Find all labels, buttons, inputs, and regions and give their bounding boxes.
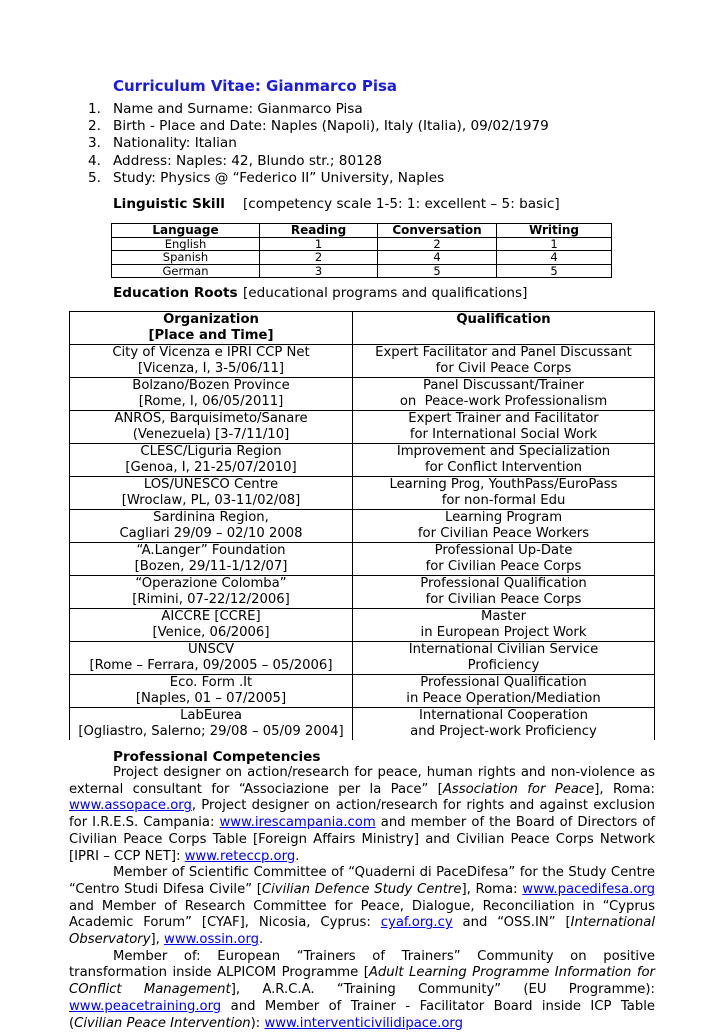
linguistic-skill-heading [113, 196, 560, 212]
table-row [70, 345, 655, 378]
section-title: Linguistic Skill [113, 196, 225, 212]
table-row [70, 708, 655, 741]
table-cell: 3 [260, 264, 378, 278]
table-row [70, 510, 655, 543]
organization-cell: Bolzano/Bozen Province [Rome, I, 06/05/2011] [70, 378, 353, 411]
table-cell: German [112, 264, 260, 278]
table-row [70, 444, 655, 477]
qualification-cell: Master in European Project Work [353, 609, 655, 642]
table-header-row [112, 224, 612, 238]
cyaf-link[interactable]: cyaf.org.cy [380, 915, 453, 931]
competencies-text [69, 765, 655, 1032]
table-cell: 4 [378, 251, 497, 265]
table-row [70, 411, 655, 444]
table-row [70, 609, 655, 642]
organization-cell: AICCRE [CCRE] [Venice, 06/2006] [70, 609, 353, 642]
irescampania-link[interactable]: www.irescampania.com [219, 815, 376, 831]
competency-paragraph: Project designer on action/research for peace, human rights and non-violence as external consultant for “Associazione per la Pace” [Association for Peace], Roma: www.assopace.org, Project designer on action/research for rights and against exclusion for I.R.E.S. Campania: www.irescampania.com and member of the Board of Directors of Civilian Peace Corps Table [Foreign Affairs Ministry] and Civilian Peace Corps Network [IPRI – CCP NET]: www.reteccp.org. [69, 765, 656, 864]
personal-info-item: 1. Name and Surname: Gianmarco Pisa [88, 101, 363, 117]
pacedifesa-link[interactable]: www.pacedifesa.org [522, 881, 655, 897]
organization-cell: UNSCV [Rome – Ferrara, 09/2005 – 05/2006] [70, 642, 353, 675]
competency-paragraph: Member of: European “Trainers of Trainers” Community on positive transformation inside ALPICOM Programme [Adult Learning Programme Information for COnflict Management], A.R.C.A. “Training Community” (EU Programme): www.peacetraining.org and Member of Trainer - Facilitator Board inside ICP Table (Civilian Peace Intervention): www.interventicivilidipace.org [69, 948, 655, 1031]
language-table [111, 223, 612, 278]
personal-info-list [88, 101, 549, 187]
reteccp-link[interactable]: www.reteccp.org [184, 848, 296, 864]
ossin-link[interactable]: www.ossin.org [164, 932, 260, 948]
personal-info-item: 2. Birth - Place and Date: Naples (Napoli), Italy (Italia), 09/02/1979 [88, 118, 549, 135]
table-cell: 1 [260, 237, 378, 251]
section-title: Education Roots [113, 285, 238, 301]
table-row [112, 237, 612, 251]
table-cell: 4 [497, 251, 612, 265]
table-cell: 1 [497, 237, 612, 251]
table-cell: 5 [378, 264, 497, 278]
organization-cell: Sardinina Region, Cagliari 29/09 – 02/10 2008 [70, 510, 353, 543]
qualification-cell: International Cooperation and Project-work Proficiency [353, 708, 655, 741]
document-title: Curriculum Vitae: Gianmarco Pisa [113, 77, 398, 95]
table-row [70, 477, 655, 510]
qualification-cell: Expert Facilitator and Panel Discussant for Civil Peace Corps [353, 345, 655, 378]
column-header-organization: Organization [Place and Time] [70, 312, 353, 345]
section-note: [competency scale 1-5: 1: excellent – 5: basic] [243, 196, 560, 212]
competency-paragraph: Member of Scientific Committee of “Quaderni di PaceDifesa” for the Study Centre “Centro Studi Difesa Civile” [Civilian Defence Study Centre], Roma: www.pacedifesa.org and Member of Research Committee for Peace, Dialogue, Reconciliation in “Cyprus Academic Forum” [CYAF], Nicosia, Cyprus: cyaf.org.cy and “OSS.IN” [International Observatory], www.ossin.org. [69, 865, 655, 948]
table-cell: 5 [497, 264, 612, 278]
personal-info-item: 3. Nationality: Italian [88, 135, 237, 152]
personal-info-item: 5. Study: Physics @ “Federico II” University, Naples [88, 169, 445, 186]
table-row [112, 251, 612, 265]
qualification-cell: Learning Program for Civilian Peace Workers [353, 510, 655, 543]
table-row [70, 642, 655, 675]
qualification-cell: Professional Qualification for Civilian Peace Corps [353, 576, 655, 609]
education-table [69, 311, 655, 740]
qualification-cell: Professional Up-Date for Civilian Peace Corps [353, 543, 655, 576]
organization-cell: Eco. Form .It [Naples, 01 – 07/2005] [70, 675, 353, 708]
organization-cell: LOS/UNESCO Centre [Wroclaw, PL, 03-11/02/08] [70, 477, 353, 510]
table-cell: 2 [260, 251, 378, 265]
qualification-cell: Learning Prog, YouthPass/EuroPass for non-formal Edu [353, 477, 655, 510]
qualification-cell: International Civilian Service Proficiency [353, 642, 655, 675]
table-cell: 2 [378, 237, 497, 251]
interventicivilidipace-link[interactable]: www.interventicivilidipace.org [264, 1015, 463, 1031]
column-header: Language [112, 224, 260, 238]
table-row [70, 378, 655, 411]
organization-cell: City of Vicenza e IPRI CCP Net [Vicenza, I, 3-5/06/11] [70, 345, 353, 378]
organization-cell: ANROS, Barquisimeto/Sanare (Venezuela) [3-7/11/10] [70, 411, 353, 444]
table-cell: Spanish [112, 251, 260, 265]
table-cell: English [112, 237, 260, 251]
section-note: [educational programs and qualifications] [243, 285, 528, 301]
peacetraining-link[interactable]: www.peacetraining.org [69, 998, 222, 1014]
column-header: Reading [260, 224, 378, 238]
personal-info-item: 4. Address: Naples: 42, Blundo str.; 80128 [88, 152, 383, 169]
qualification-cell: Expert Trainer and Facilitator for International Social Work [353, 411, 655, 444]
organization-cell: “Operazione Colomba” [Rimini, 07-22/12/2006] [70, 576, 353, 609]
qualification-cell: Improvement and Specialization for Conflict Intervention [353, 444, 655, 477]
table-row [70, 576, 655, 609]
table-row [70, 675, 655, 708]
organization-cell: “A.Langer” Foundation [Bozen, 29/11-1/12/07] [70, 543, 353, 576]
column-header: Conversation [378, 224, 497, 238]
education-roots-heading [113, 285, 528, 301]
assopace-link[interactable]: www.assopace.org [69, 798, 192, 814]
qualification-cell: Professional Qualification in Peace Operation/Mediation [353, 675, 655, 708]
column-header: Writing [497, 224, 612, 238]
table-header-row [70, 312, 655, 345]
professional-competencies-heading: Professional Competencies [113, 749, 321, 765]
organization-cell: CLESC/Liguria Region [Genoa, I, 21-25/07/2010] [70, 444, 353, 477]
column-header-qualification: Qualification [353, 312, 655, 345]
table-row [112, 264, 612, 278]
table-row [70, 543, 655, 576]
qualification-cell: Panel Discussant/Trainer on Peace-work Professionalism [353, 378, 655, 411]
organization-cell: LabEurea [Ogliastro, Salerno; 29/08 – 05/09 2004] [70, 708, 353, 741]
